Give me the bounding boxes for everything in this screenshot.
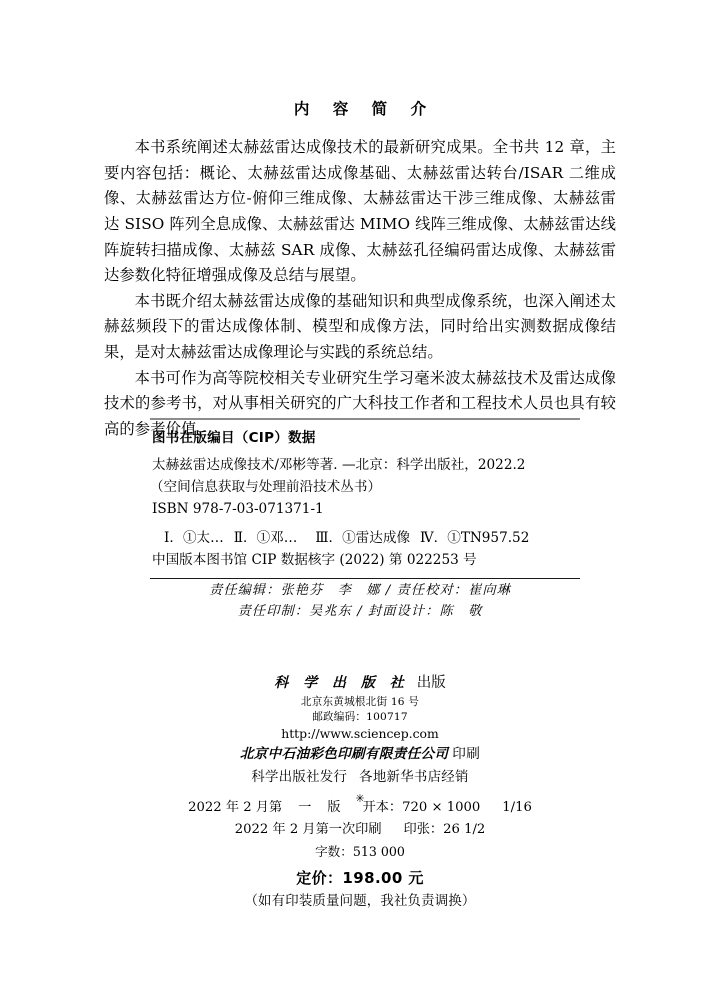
cip-title-line: 太赫兹雷达成像技术/邓彬等著. —北京：科学出版社，2022.2 [152,456,526,473]
printer-verb: 印刷 [452,746,481,762]
star-separator-icon: ✳ [355,792,365,805]
cip-heading: 图书在版编目（CIP）数据 [152,430,316,446]
sheets-value: 26 1/2 [443,821,486,837]
cip-number-line: 中国版本图书馆 CIP 数据核字 (2022) 第 022253 号 [152,551,477,568]
cip-classification-line [152,527,580,549]
cip-class-i: Ⅰ．①太… [164,529,224,546]
distribution-publisher: 科学出版社发行 [251,770,348,785]
publisher-address: 北京东黄城根北街 16 号 [300,696,420,708]
publisher-url[interactable]: http://www.sciencep.com [281,726,439,741]
cip-rule-bottom [150,578,580,579]
price-line: 定价：198.00 元 [296,869,424,887]
cip-isbn-line: ISBN 978-7-03-071371-1 [152,500,324,517]
print-date: 2022 年 2 月第一次印刷 [234,821,382,837]
summary-paragraph-3: 本书可作为高等院校相关专业研究生学习毫米波太赫兹技术及雷达成像技术的参考书，对从事相关研究的广大科技工作者和工程技术人员也具有较高的参考价值。 [104,368,616,438]
wordcount-line: 字数：513 000 [315,844,405,859]
imprint-section [0,672,720,812]
quality-note-line: （如有印装质量问题，我社负责调换） [244,894,476,909]
sheets-label: 印张： [403,821,444,837]
publisher-logo: 科 学 出 版 社 [274,675,409,691]
page-title: 内 容 简 介 [293,100,436,118]
print-specs-section [0,797,720,912]
format-value: 720 × 1000 [402,800,481,815]
format-label: 开本： [362,800,403,815]
printer-name: 北京中石油彩色印刷有限责任公司 [239,746,449,762]
edition-line [0,797,720,819]
edition-ordinal: 一 [298,800,312,815]
publisher-line [0,672,720,693]
cip-class-ii: Ⅱ．①邓… [233,529,298,546]
publisher-verb: 出版 [416,675,446,691]
distribution-line [0,767,720,788]
credit-production-line: 责任印制：吴兆东 / 封面设计：陈 敬 [237,604,483,619]
distribution-retail: 各地新华书店经销 [359,770,469,785]
cip-class-iii: Ⅲ．①雷达成像 [315,529,411,546]
printer-line [0,744,720,764]
cip-class-iv: Ⅳ．①TN957.52 [420,529,530,546]
cip-content [150,420,580,578]
format-fraction: 1/16 [502,800,532,815]
publisher-postcode: 邮政编码：100717 [312,710,408,723]
cip-series-line: （空间信息获取与处理前沿技术丛书） [149,478,382,495]
credits-section [0,580,720,622]
summary-section [104,98,616,442]
cip-block [150,418,580,579]
cip-spacer [152,520,580,527]
print-run-line [0,819,720,841]
credit-editors-line: 责任编辑：张艳芬 李 娜 / 责任校对：崔向琳 [209,583,511,598]
summary-paragraph-2: 本书既介绍太赫兹雷达成像的基础知识和典型成像系统，也深入阐述太赫兹频段下的雷达成像体制、模型和成像方法，同时给出实测数据成像结果，是对太赫兹雷达成像理论与实践的系统总结。 [104,291,616,361]
summary-paragraph-1: 本书系统阐述太赫兹雷达成像技术的最新研究成果。全书共 12 章，主要内容包括：概论、太赫兹雷达成像基础、太赫兹雷达转台/ISAR 二维成像、太赫兹雷达方位-俯仰三维成像、太赫兹雷达干涉三维成像、太赫兹雷达 SISO 阵列全息成像、太赫兹雷达 MIMO 线阵三维成像、太赫兹雷达线阵旋转扫描成像、太赫兹 SAR 成像、太赫兹孔径编码雷达成像、太赫兹雷达参数化特征增强成像及总结与展望。 [104,138,616,285]
edition-date: 2022 年 2 月第 [188,800,283,815]
edition-word: 版 [327,800,341,815]
